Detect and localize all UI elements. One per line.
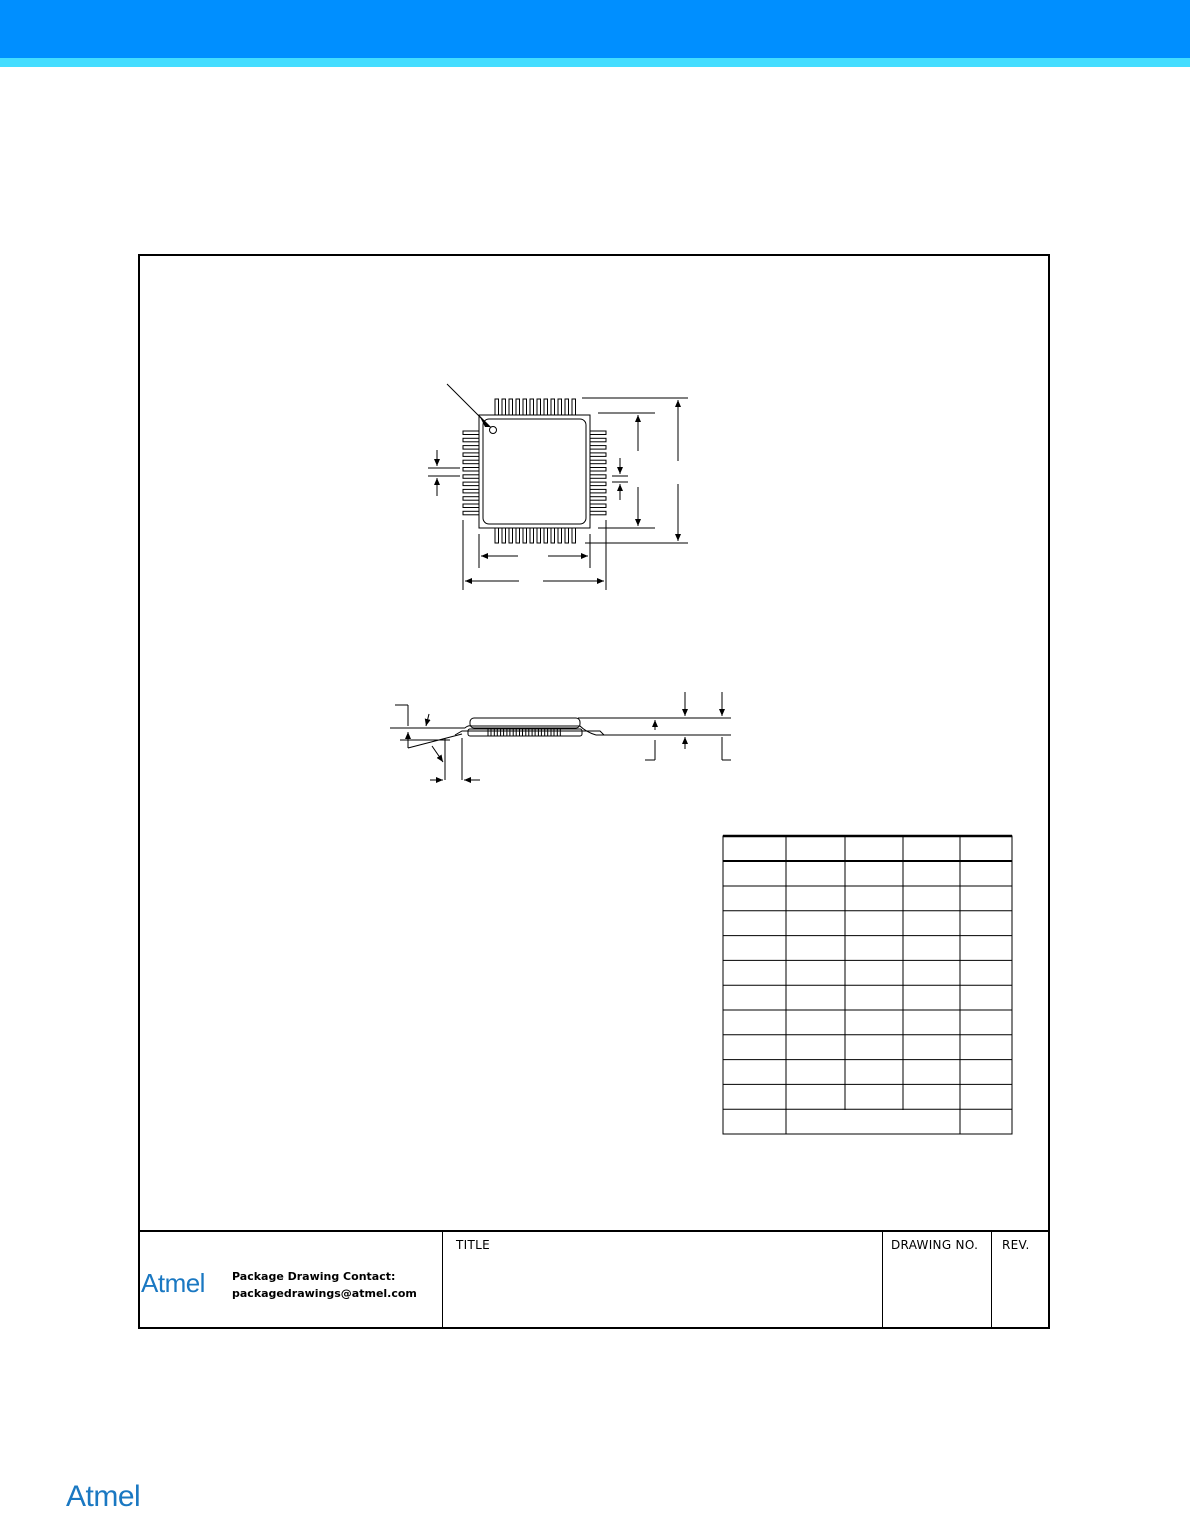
contact-email[interactable]: packagedrawings@atmel.com [232,1287,417,1300]
pin-top [572,399,576,415]
pin-side [526,729,529,736]
contact-label: Package Drawing Contact: [232,1270,396,1283]
pin-left [463,504,479,508]
pin-bottom [509,528,513,543]
title-cell [443,1232,883,1329]
pin-top [495,399,499,415]
pin-left [463,468,479,472]
pin-top [530,399,534,415]
pin-right [590,438,606,442]
pin-side [507,729,510,736]
pin-top [502,399,506,415]
title-header: TITLE [456,1238,490,1252]
contact-info [232,1268,417,1302]
pin-bottom [572,528,576,543]
pin-side [557,729,560,736]
pin-bottom [551,528,555,543]
pin-side [494,729,497,736]
pin-right [590,446,606,450]
pin-right [590,482,606,486]
package-side-view [390,692,731,780]
pin-right [590,497,606,501]
pin-right [590,460,606,464]
drawing-number-cell [883,1232,992,1329]
revision-cell [992,1232,1048,1329]
pin-right [590,431,606,435]
pin-left [463,460,479,464]
pin-left [463,489,479,493]
dimension-table [723,836,1012,1134]
pin-top [537,399,541,415]
pin-left [463,511,479,515]
pin-left [463,446,479,450]
atmel-logo: Atmel [141,1268,205,1298]
revision-header: REV. [1002,1238,1030,1252]
pin-left [463,482,479,486]
pin-bottom [544,528,548,543]
pin-side [501,729,504,736]
pin-bottom [516,528,520,543]
footer-atmel-logo: Atmel [66,1480,141,1513]
pin-top [565,399,569,415]
pin-left [463,475,479,479]
pin-right [590,504,606,508]
pin-right [590,511,606,515]
pin-top [544,399,548,415]
pin-top [516,399,520,415]
pin-top [509,399,513,415]
pin-bottom [523,528,527,543]
pin-bottom [537,528,541,543]
pin-right [590,489,606,493]
pin-left [463,438,479,442]
pin-side [513,729,516,736]
pin-bottom [502,528,506,543]
pin-top [523,399,527,415]
pin-left [463,453,479,457]
package-top-view [428,384,688,590]
drawing-number-header: DRAWING NO. [891,1238,979,1252]
pin-bottom [495,528,499,543]
pin-side [488,729,491,736]
pin-left [463,497,479,501]
pin-bottom [558,528,562,543]
pin-side [551,729,554,736]
pin-side [538,729,541,736]
title-block [138,1230,1050,1329]
pin-side [545,729,548,736]
pin-right [590,475,606,479]
pin-bottom [565,528,569,543]
pin-top [558,399,562,415]
pin-side [532,729,535,736]
pin-bottom [530,528,534,543]
pin-top [551,399,555,415]
pin-right [590,453,606,457]
pin-left [463,431,479,435]
title-block-logo-cell [138,1232,443,1329]
pin-right [590,468,606,472]
pin-side [520,729,523,736]
